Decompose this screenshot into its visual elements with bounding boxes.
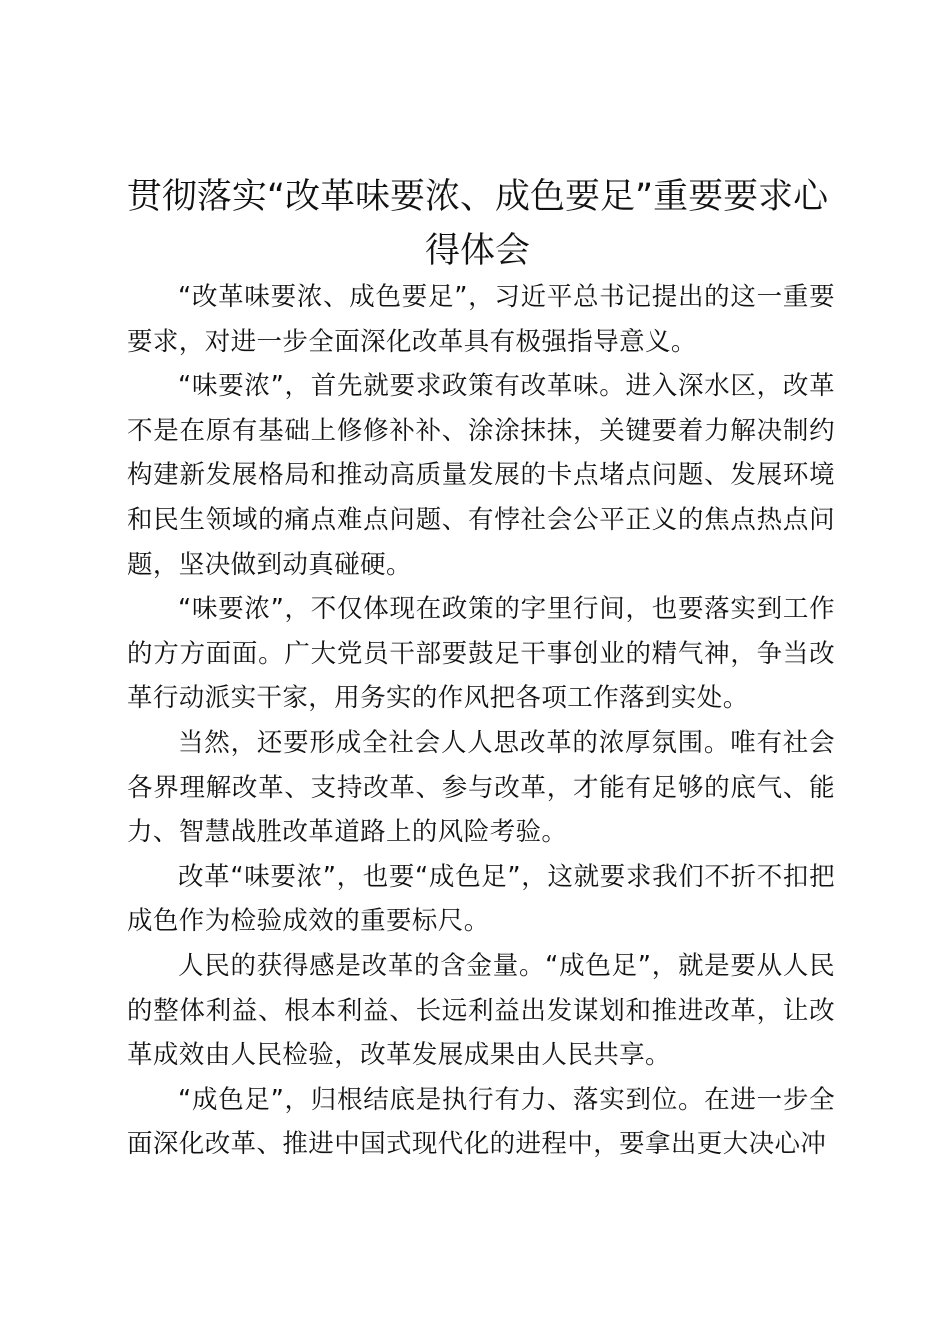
paragraph-6: 人民的获得感是改革的含金量。“成色足”，就是要从人民的整体利益、根本利益、长远利益出发谋划和推进改革，让改革成效由人民检验，改革发展成果由人民共享。 bbox=[127, 950, 835, 1071]
paragraph-2: “味要浓”，首先就要求政策有改革味。进入深水区，改革不是在原有基础上修修补补、涂涂抹抹，关键要着力解决制约构建新发展格局和推动高质量发展的卡点堵点问题、发展环境和民生领域的痛点难点问题、有悖社会公平正义的焦点热点问题，坚决做到动真碰硬。 bbox=[127, 371, 835, 580]
paragraph-1: “改革味要浓、成色要足”，习近平总书记提出的这一重要要求，对进一步全面深化改革具有极强指导意义。 bbox=[127, 282, 835, 357]
paragraph-3: “味要浓”，不仅体现在政策的字里行间，也要落实到工作的方方面面。广大党员干部要鼓足干事创业的精气神，争当改革行动派实干家，用务实的作风把各项工作落到实处。 bbox=[127, 594, 835, 714]
paragraph-5: 改革“味要浓”，也要“成色足”，这就要求我们不折不扣把成色作为检验成效的重要标尺。 bbox=[127, 861, 835, 937]
document-title: 贯彻落实“改革味要浓、成色要足”重要要求心得体会 bbox=[126, 177, 829, 271]
document-body bbox=[127, 275, 835, 1167]
paragraph-7: “成色足”，归根结底是执行有力、落实到位。在进一步全面深化改革、推进中国式现代化的进程中，要拿出更大决心冲 bbox=[127, 1084, 835, 1160]
paragraph-4: 当然，还要形成全社会人人思改革的浓厚氛围。唯有社会各界理解改革、支持改革、参与改革，才能有足够的底气、能力、智慧战胜改革道路上的风险考验。 bbox=[127, 727, 835, 848]
